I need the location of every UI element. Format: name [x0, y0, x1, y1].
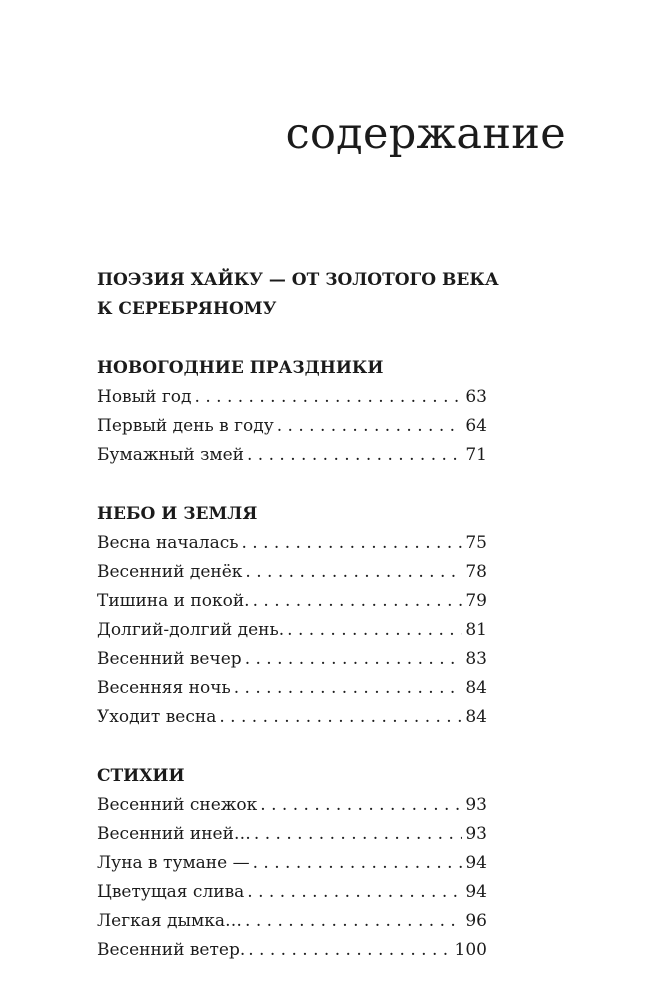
- entry-title: Первый день в году: [97, 416, 274, 436]
- toc-entry[interactable]: [97, 791, 487, 820]
- dot-leader: [245, 558, 462, 587]
- entry-title: Долгий-долгий день.: [97, 620, 285, 640]
- entry-title: Бумажный змей: [97, 445, 244, 465]
- toc-entry[interactable]: [97, 878, 487, 907]
- dot-leader: [287, 616, 462, 645]
- toc-entry[interactable]: [97, 412, 487, 441]
- page-number: 100: [454, 940, 487, 960]
- toc-entry[interactable]: [97, 587, 487, 616]
- page-number: 63: [465, 387, 487, 407]
- page-number: 84: [465, 707, 487, 727]
- dot-leader: [219, 703, 462, 732]
- page-number: 75: [465, 533, 487, 553]
- dot-leader: [254, 820, 462, 849]
- page-number: 81: [465, 620, 487, 640]
- toc-entry[interactable]: [97, 616, 487, 645]
- page-number: 64: [465, 416, 487, 436]
- toc-entry[interactable]: [97, 936, 487, 965]
- entry-list: [97, 383, 487, 470]
- dot-leader: [253, 849, 463, 878]
- toc-entry[interactable]: [97, 674, 487, 703]
- page-title: содержание: [285, 109, 566, 159]
- section-heading: СТИХИИ: [97, 766, 185, 786]
- table-of-contents: [97, 266, 499, 965]
- dot-leader: [247, 878, 462, 907]
- dot-leader: [260, 791, 462, 820]
- intro-heading-line-1: ПОЭЗИЯ ХАЙКУ — ОТ ЗОЛОТОГО ВЕКА: [97, 270, 499, 290]
- dot-leader: [234, 674, 463, 703]
- section-heading: НЕБО И ЗЕМЛЯ: [97, 504, 258, 524]
- page-number: 83: [465, 649, 487, 669]
- dot-leader: [253, 587, 463, 616]
- section-heading: НОВОГОДНИЕ ПРАЗДНИКИ: [97, 358, 384, 378]
- page-number: 94: [465, 882, 487, 902]
- entry-list: [97, 529, 487, 732]
- page-number: 93: [465, 824, 487, 844]
- page-number: 96: [465, 911, 487, 931]
- page-number: 71: [465, 445, 487, 465]
- dot-leader: [277, 412, 463, 441]
- entry-title: Весенний ветер.: [97, 940, 246, 960]
- toc-section-new-year-holidays: [97, 354, 487, 470]
- entry-title: Весенний вечер: [97, 649, 242, 669]
- toc-entry[interactable]: [97, 529, 487, 558]
- page-number: 94: [465, 853, 487, 873]
- dot-leader: [248, 936, 451, 965]
- toc-entry[interactable]: [97, 820, 487, 849]
- toc-entry[interactable]: [97, 558, 487, 587]
- page-number: 84: [465, 678, 487, 698]
- dot-leader: [245, 907, 462, 936]
- toc-entry[interactable]: [97, 703, 487, 732]
- dot-leader: [242, 529, 463, 558]
- toc-entry[interactable]: [97, 441, 487, 470]
- toc-entry[interactable]: [97, 645, 487, 674]
- toc-entry[interactable]: [97, 383, 487, 412]
- toc-section-sky-and-earth: [97, 500, 487, 732]
- intro-heading-line-2: К СЕРЕБРЯНОМУ: [97, 299, 277, 319]
- page-number: 93: [465, 795, 487, 815]
- entry-title: Весенний денёк: [97, 562, 243, 582]
- dot-leader: [195, 383, 463, 412]
- entry-title: Весна началась: [97, 533, 239, 553]
- intro-heading[interactable]: [97, 266, 499, 324]
- entry-title: Легкая дымка…: [97, 911, 243, 931]
- entry-title: Тишина и покой.: [97, 591, 250, 611]
- entry-title: Весенний снежок: [97, 795, 258, 815]
- toc-entry[interactable]: [97, 907, 487, 936]
- toc-entry[interactable]: [97, 849, 487, 878]
- entry-list: [97, 791, 487, 965]
- page-number: 78: [465, 562, 487, 582]
- entry-title: Уходит весна: [97, 707, 217, 727]
- page-number: 79: [465, 591, 487, 611]
- dot-leader: [247, 441, 462, 470]
- entry-title: Новый год: [97, 387, 192, 407]
- toc-section-elements: [97, 762, 487, 965]
- entry-title: Цветущая слива: [97, 882, 245, 902]
- entry-title: Весенний иней…: [97, 824, 251, 844]
- dot-leader: [245, 645, 463, 674]
- entry-title: Луна в тумане —: [97, 853, 250, 873]
- entry-title: Весенняя ночь: [97, 678, 231, 698]
